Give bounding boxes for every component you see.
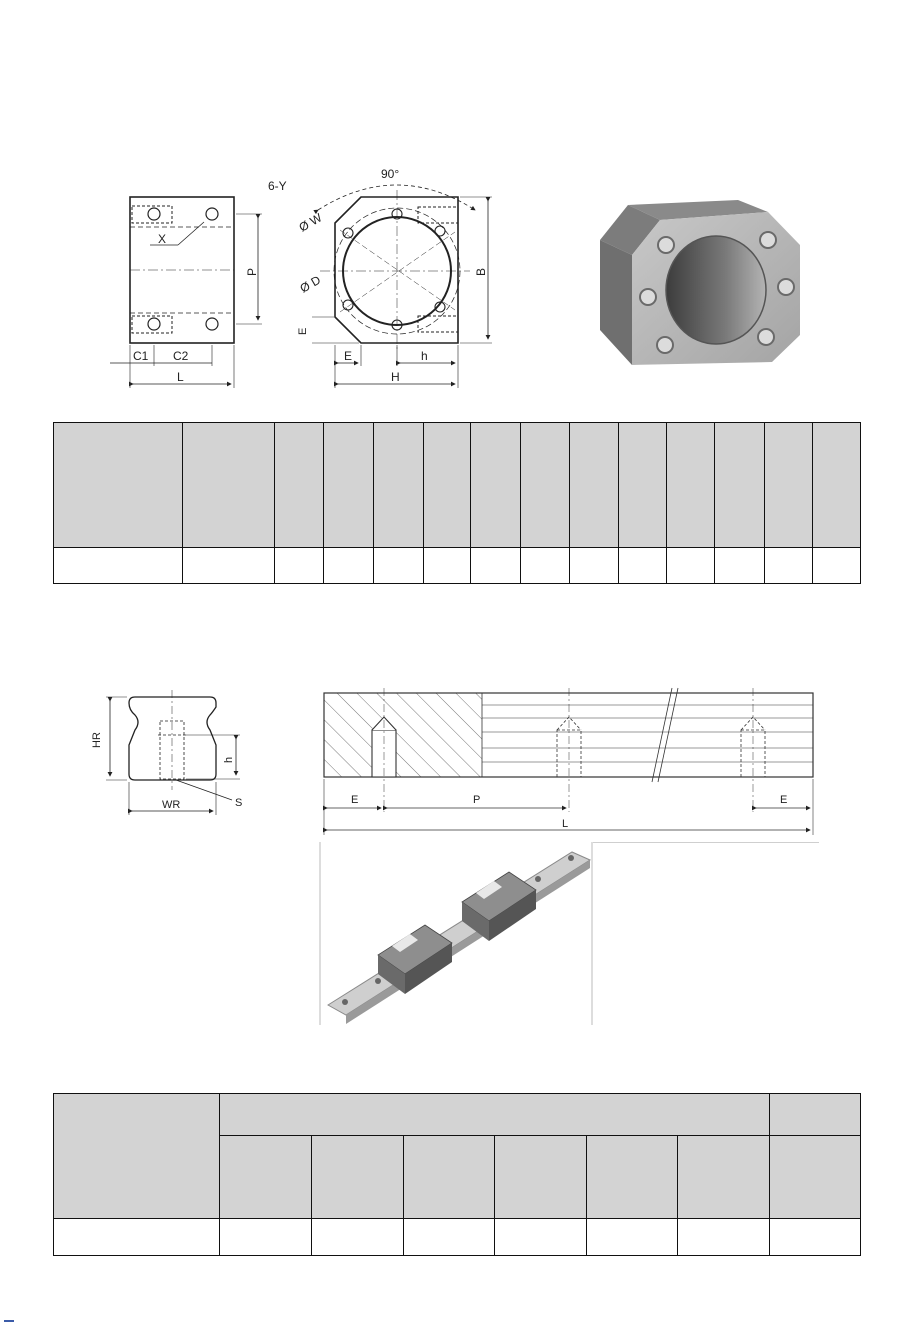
table-cell xyxy=(667,423,715,548)
table-cell xyxy=(312,1136,404,1219)
label-h-big: H xyxy=(391,370,400,384)
label-s: S xyxy=(235,797,243,809)
label-p-rail: P xyxy=(473,794,481,806)
spec-table-2 xyxy=(53,1093,861,1256)
table-cell xyxy=(471,423,521,548)
table-cell xyxy=(54,548,183,584)
label-c1: C1 xyxy=(133,349,149,363)
label-6y: 6-Y xyxy=(268,179,287,193)
table-cell xyxy=(312,1219,404,1256)
label-90: 90° xyxy=(381,167,400,181)
spec-table-1 xyxy=(53,422,861,584)
table-cell xyxy=(495,1136,587,1219)
table-cell xyxy=(374,548,424,584)
table-cell xyxy=(770,1219,861,1256)
label-l-rail: L xyxy=(562,818,569,830)
table-cell xyxy=(619,548,667,584)
table-2-header-row xyxy=(54,1094,861,1136)
table-cell xyxy=(570,548,619,584)
label-e-side: E xyxy=(297,327,309,335)
table-cell xyxy=(765,548,813,584)
label-p: P xyxy=(245,267,259,276)
label-wr: WR xyxy=(162,799,181,811)
table-cell xyxy=(404,1136,495,1219)
table-cell xyxy=(495,1219,587,1256)
table-cell xyxy=(678,1219,770,1256)
table-1-header-row xyxy=(54,423,861,548)
table-cell xyxy=(678,1136,770,1219)
label-h-rail: h xyxy=(223,756,235,763)
table-cell xyxy=(404,1219,495,1256)
table-cell xyxy=(275,423,324,548)
table-cell xyxy=(765,423,813,548)
table-cell xyxy=(220,1219,312,1256)
label-c2: C2 xyxy=(173,349,189,363)
table-row xyxy=(54,1219,861,1256)
table-cell xyxy=(619,423,667,548)
table-cell xyxy=(220,1136,312,1219)
label-h-small: h xyxy=(421,349,428,363)
photo-frame-line xyxy=(593,842,819,843)
table-cell xyxy=(424,423,471,548)
table-row xyxy=(54,548,861,584)
table-cell xyxy=(770,1136,861,1219)
table-cell xyxy=(813,423,861,548)
label-l: L xyxy=(177,370,184,384)
rail-length-drawing xyxy=(318,685,818,840)
table-cell xyxy=(220,1094,770,1136)
label-e-left: E xyxy=(351,794,359,806)
table-cell xyxy=(715,548,765,584)
table-cell xyxy=(521,548,570,584)
front-view xyxy=(312,185,492,388)
table-cell xyxy=(770,1094,861,1136)
table-cell xyxy=(587,1136,678,1219)
table-cell xyxy=(667,548,715,584)
scan-mark xyxy=(4,1320,14,1322)
table-cell xyxy=(715,423,765,548)
linear-guide-photo xyxy=(318,842,593,1025)
table-cell xyxy=(324,548,374,584)
table-cell xyxy=(374,423,424,548)
label-b: B xyxy=(474,267,488,276)
label-x: X xyxy=(158,232,167,246)
label-e-right: E xyxy=(780,794,788,806)
table-cell xyxy=(424,548,471,584)
label-hr: HR xyxy=(91,732,103,748)
table-cell xyxy=(521,423,570,548)
table-cell xyxy=(324,423,374,548)
bearing-housing-photo xyxy=(590,195,820,370)
label-d: Ø D xyxy=(297,272,323,296)
table-cell xyxy=(587,1219,678,1256)
table-cell xyxy=(54,423,183,548)
table-cell xyxy=(54,1219,220,1256)
table-cell xyxy=(471,548,521,584)
rail-section-drawing xyxy=(80,685,270,820)
bearing-housing-drawing xyxy=(95,160,535,400)
label-e-bottom: E xyxy=(344,349,353,363)
table-cell xyxy=(275,548,324,584)
table-cell xyxy=(54,1094,220,1219)
label-w: Ø W xyxy=(296,210,325,235)
table-cell xyxy=(570,423,619,548)
table-cell xyxy=(813,548,861,584)
table-cell xyxy=(183,423,275,548)
table-cell xyxy=(183,548,275,584)
